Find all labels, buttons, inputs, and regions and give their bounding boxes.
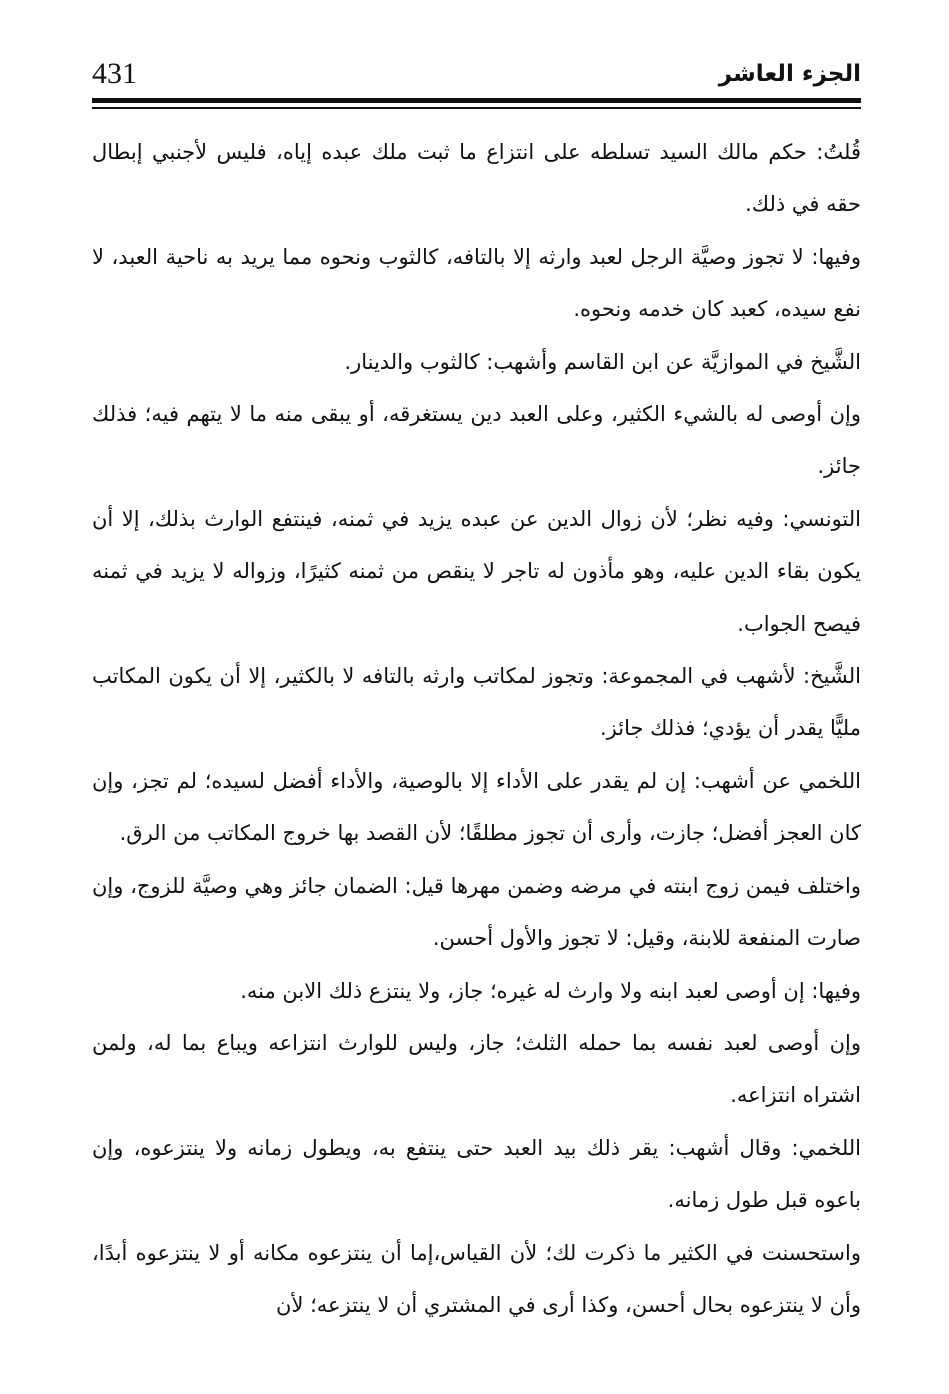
paragraph: اللخمي عن أشهب: إن لم يقدر على الأداء إلا بالوصية، والأداء أفضل لسيده؛ لم تجز، وإن كان العجز أفضل؛ جازت، وأرى أن تجوز مطلقًا؛ لأن القصد بها خروج المكاتب من الرق. (92, 768, 861, 846)
body-text (92, 126, 861, 1331)
running-title: الجزء العاشر (718, 61, 861, 87)
paragraph: الشَّيخ في الموازيَّة عن ابن القاسم وأشهب: كالثوب والدينار. (344, 349, 861, 374)
paragraph: وإن أوصى له بالشيء الكثير، وعلى العبد دين يستغرقه، أو يبقى منه ما لا يتهم فيه؛ فذلك جائز. (92, 402, 861, 479)
header-rule-thin (92, 107, 861, 109)
page-header (92, 52, 861, 96)
page-number: 431 (92, 57, 137, 90)
paragraph: الشَّيخ: لأشهب في المجموعة: وتجوز لمكاتب وارثه بالتافه لا بالكثير، إلا أن يكون المكاتب مليًّا يقدر أن يؤدي؛ فذلك جائز. (92, 664, 861, 741)
paragraph: وفيها: لا تجوز وصيَّة الرجل لعبد وارثه إلا بالتافه، كالثوب ونحوه مما يريد به ناحية العبد، لا نفع سيده، كعبد كان خدمه ونحوه. (92, 244, 861, 322)
paragraph: قُلتُ: حكم مالك السيد تسلطه على انتزاع ما ثبت ملك عبده إياه، فليس لأجنبي إبطال حقه في ذلك. (92, 140, 861, 217)
paragraph: واختلف فيمن زوج ابنته في مرضه وضمن مهرها قيل: الضمان جائز وهي وصيَّة للزوج، وإن صارت المنفعة للابنة، وقيل: لا تجوز والأول أحسن. (92, 873, 861, 951)
header-rule-thick (92, 98, 861, 103)
paragraph: التونسي: وفيه نظر؛ لأن زوال الدين عن عبده يزيد في ثمنه، فينتفع الوارث بذلك، إلا أن يكون بقاء الدين عليه، وهو مأذون له تاجر لا ينقص من ثمنه كثيرًا، وزواله لا يزيد في ثمنه فيصح الجواب. (92, 506, 861, 636)
paragraph: وفيها: إن أوصى لعبد ابنه ولا وارث له غيره؛ جاز، ولا ينتزع ذلك الابن منه. (240, 978, 861, 1003)
paragraph: واستحسنت في الكثير ما ذكرت لك؛ لأن القياس،إما أن ينتزعوه مكانه أو لا ينتزعوه أبدًا، وأن لا ينتزعوه بحال أحسن، وكذا أرى في المشتري أن لا ينتزعه؛ لأن (92, 1240, 861, 1317)
paragraph: اللخمي: وقال أشهب: يقر ذلك بيد العبد حتى ينتفع به، ويطول زمانه ولا ينتزعوه، وإن باعوه قبل طول زمانه. (92, 1135, 861, 1213)
paragraph: وإن أوصى لعبد نفسه بما حمله الثلث؛ جاز، وليس للوارث انتزاعه ويباع بما له، ولمن اشتراه انتزاعه. (92, 1030, 861, 1108)
